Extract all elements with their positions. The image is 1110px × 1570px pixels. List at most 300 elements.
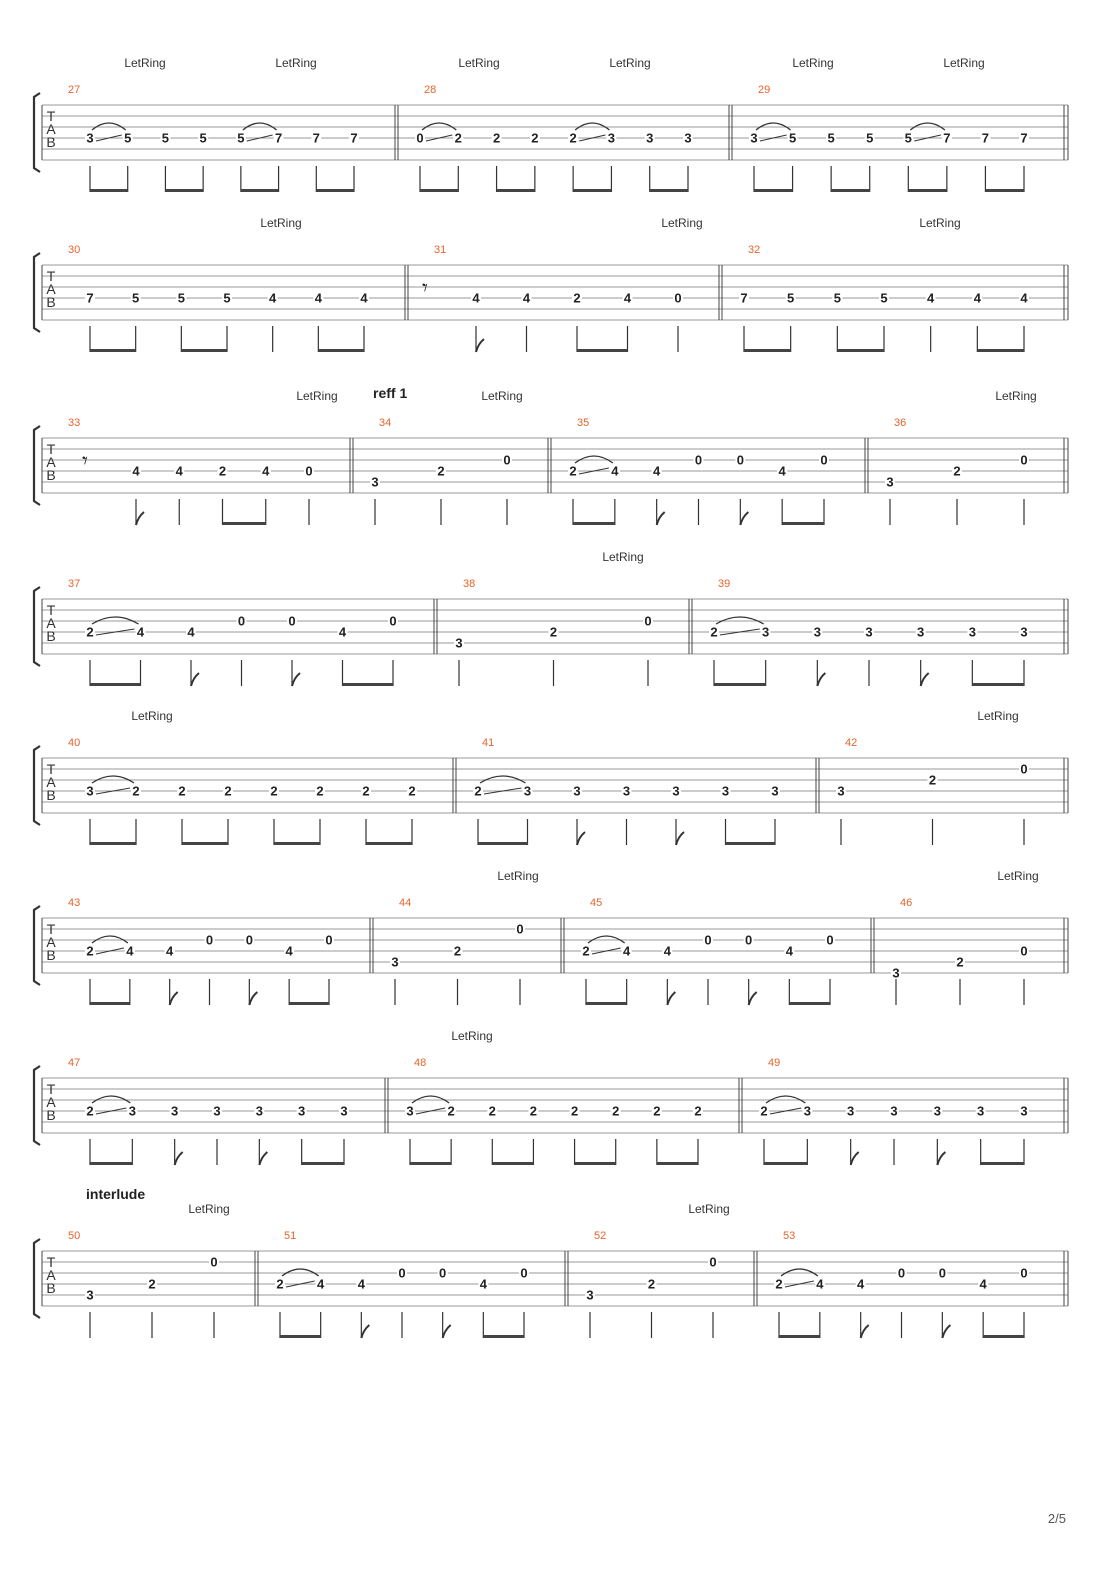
measure-number: 42	[845, 737, 858, 749]
tab-clef-letter: A	[46, 281, 56, 297]
fret-number: 4	[857, 1276, 865, 1292]
tab-clef-letter: B	[46, 134, 56, 150]
fret-number: 4	[479, 1276, 487, 1292]
fret-number: 4	[611, 463, 619, 479]
fret-number: 2	[570, 1103, 579, 1119]
fret-number: 2	[529, 1103, 538, 1119]
section-label: reff 1	[373, 385, 408, 401]
system-bracket	[34, 906, 40, 985]
fret-number: 4	[175, 463, 183, 479]
fret-number: 3	[813, 624, 821, 640]
eighth-flag	[667, 992, 675, 1005]
eighth-beam	[492, 1162, 533, 1165]
eighth-beam	[837, 349, 884, 352]
let-ring-label: LetRing	[609, 56, 651, 70]
let-ring-label: LetRing	[131, 709, 173, 723]
eighth-beam	[165, 189, 203, 192]
eighth-flag	[942, 1325, 950, 1338]
let-ring-label: LetRing	[602, 550, 644, 564]
eighth-beam	[985, 189, 1024, 192]
let-ring-label: LetRing	[451, 1029, 493, 1043]
fret-number: 7	[86, 290, 94, 306]
fret-number: 3	[455, 635, 463, 651]
fret-number: 0	[709, 1254, 717, 1270]
measure-number: 30	[68, 244, 81, 256]
fret-number: 4	[522, 290, 531, 306]
let-ring-label: LetRing	[481, 389, 523, 403]
fret-number: 4	[317, 1276, 325, 1292]
fret-number: 3	[298, 1103, 306, 1119]
tab-clef-letter: T	[46, 1081, 56, 1097]
eighth-beam	[90, 189, 128, 192]
eighth-flag	[937, 1152, 945, 1165]
measure-number: 32	[748, 244, 761, 256]
eighth-beam	[366, 842, 412, 845]
let-ring-label: LetRing	[688, 1202, 730, 1216]
fret-number: 2	[694, 1103, 702, 1119]
let-ring-label: LetRing	[497, 869, 539, 883]
let-ring-label: LetRing	[995, 389, 1037, 403]
fret-number: 3	[391, 954, 399, 970]
fret-number: 2	[148, 1276, 156, 1292]
measure-number: 52	[594, 1230, 607, 1242]
fret-number: 4	[816, 1276, 824, 1292]
fret-number: 2	[612, 1103, 620, 1119]
eighth-beam	[831, 189, 870, 192]
fret-number: 3	[886, 474, 894, 490]
fret-number: 4	[785, 943, 793, 959]
eighth-flag	[136, 512, 144, 525]
eighth-flag	[191, 673, 199, 686]
fret-number: 2	[276, 1276, 284, 1292]
fret-number: 7	[350, 130, 358, 146]
eighth-beam	[302, 1162, 344, 1165]
measure-number: 49	[768, 1057, 781, 1069]
eighth-beam	[483, 1335, 524, 1338]
fret-number: 0	[389, 613, 397, 629]
fret-number: 2	[408, 783, 416, 799]
let-ring-label: LetRing	[296, 389, 338, 403]
fret-number: 4	[979, 1276, 987, 1292]
measure-number: 29	[758, 84, 771, 96]
fret-number: 7	[981, 130, 990, 146]
eighth-beam	[316, 189, 354, 192]
fret-number: 2	[218, 463, 227, 479]
fret-number: 2	[362, 783, 370, 799]
fret-number: 4	[360, 290, 368, 306]
measure-number: 51	[284, 1230, 297, 1242]
fret-number: 3	[340, 1103, 348, 1119]
fret-number: 0	[1020, 1265, 1028, 1281]
eighth-beam	[577, 349, 628, 352]
eighth-flag	[861, 1325, 869, 1338]
tab-clef-letter: B	[46, 628, 56, 644]
measure-number: 40	[68, 737, 81, 749]
fret-number: 3	[86, 783, 94, 799]
fret-number: 4	[187, 624, 195, 640]
measure-number: 33	[68, 417, 81, 429]
fret-number: 4	[262, 463, 270, 479]
system-bracket	[34, 1066, 40, 1145]
eighth-flag	[361, 1325, 369, 1338]
eighth-beam	[573, 189, 611, 192]
fret-number: 2	[224, 783, 232, 799]
let-ring-label: LetRing	[977, 709, 1019, 723]
fret-number: 0	[439, 1265, 447, 1281]
eighth-beam	[241, 189, 279, 192]
measure-number: 44	[399, 897, 412, 909]
section-label: interlude	[86, 1186, 146, 1202]
let-ring-label: LetRing	[275, 56, 317, 70]
let-ring-label: LetRing	[792, 56, 834, 70]
fret-number: 3	[803, 1103, 811, 1119]
fret-number: 0	[745, 932, 753, 948]
eighth-beam	[714, 683, 766, 686]
fret-number: 0	[704, 932, 712, 948]
fret-number: 0	[245, 932, 253, 948]
measure-number: 45	[590, 897, 603, 909]
measure-number: 37	[68, 578, 81, 590]
fret-number: 2	[492, 130, 501, 146]
let-ring-label: LetRing	[919, 216, 961, 230]
fret-number: 3	[684, 130, 692, 146]
measure-number: 39	[718, 578, 731, 590]
measure-number: 31	[434, 244, 447, 256]
eighth-beam	[764, 1162, 807, 1165]
fret-number: 3	[968, 624, 976, 640]
eighth-beam	[908, 189, 947, 192]
let-ring-label: LetRing	[188, 1202, 230, 1216]
fret-number: 5	[199, 130, 207, 146]
system-bracket	[34, 253, 40, 332]
fret-number: 5	[833, 290, 841, 306]
fret-number: 0	[205, 932, 214, 948]
tab-clef-letter: T	[46, 108, 56, 124]
fret-number: 3	[586, 1287, 594, 1303]
eighth-flag	[249, 992, 257, 1005]
tab-clef-letter: A	[46, 774, 56, 790]
fret-number: 0	[938, 1265, 946, 1281]
eighth-beam	[274, 842, 320, 845]
fret-number: 0	[826, 932, 834, 948]
fret-number: 5	[124, 130, 132, 146]
measure-number: 34	[379, 417, 392, 429]
fret-number: 0	[736, 452, 744, 468]
fret-number: 0	[288, 613, 296, 629]
measure-number: 48	[414, 1057, 427, 1069]
eighth-flag	[657, 512, 665, 525]
fret-number: 3	[171, 1103, 179, 1119]
tab-clef-letter: T	[46, 1254, 56, 1270]
fret-number: 3	[837, 783, 845, 799]
fret-number: 0	[1020, 943, 1028, 959]
tab-clef-letter: A	[46, 454, 56, 470]
fret-number: 4	[314, 290, 322, 306]
eighth-beam	[90, 683, 141, 686]
measure-number: 43	[68, 897, 81, 909]
fret-number: 0	[516, 921, 524, 937]
fret-number: 2	[953, 463, 961, 479]
fret-number: 2	[582, 943, 590, 959]
eighth-beam	[782, 522, 824, 525]
measure-number: 50	[68, 1230, 81, 1242]
system-bracket	[34, 746, 40, 825]
tab-clef-letter: B	[46, 467, 56, 483]
fret-number: 4	[132, 463, 140, 479]
eighth-flag	[851, 1152, 859, 1165]
eighth-flag	[175, 1152, 183, 1165]
fret-number: 2	[956, 954, 964, 970]
let-ring-label: LetRing	[458, 56, 500, 70]
measure-number: 47	[68, 1057, 81, 1069]
measure-number: 53	[783, 1230, 796, 1242]
eighth-beam	[744, 349, 791, 352]
tab-clef-letter: T	[46, 921, 56, 937]
fret-number: 5	[787, 290, 795, 306]
fret-number: 3	[86, 1287, 94, 1303]
tab-clef-letter: B	[46, 787, 56, 803]
eighth-beam	[318, 349, 364, 352]
eighth-beam	[575, 1162, 616, 1165]
system-bracket	[34, 1239, 40, 1318]
fret-number: 3	[977, 1103, 985, 1119]
fret-number: 4	[136, 624, 145, 640]
measure-number: 27	[68, 84, 81, 96]
eighth-beam	[789, 1002, 830, 1005]
eighth-rest: 𝄾	[82, 449, 88, 474]
fret-number: 5	[132, 290, 140, 306]
fret-number: 3	[762, 624, 770, 640]
tab-clef-letter: B	[46, 947, 56, 963]
tab-clef-letter: A	[46, 1267, 56, 1283]
eighth-flag	[749, 992, 757, 1005]
fret-number: 3	[86, 130, 94, 146]
eighth-flag	[259, 1152, 267, 1165]
fret-number: 3	[750, 130, 758, 146]
fret-number: 5	[223, 290, 231, 306]
fret-number: 7	[943, 130, 951, 146]
let-ring-label: LetRing	[661, 216, 703, 230]
fret-number: 3	[371, 474, 379, 490]
fret-number: 0	[398, 1265, 406, 1281]
fret-number: 0	[644, 613, 652, 629]
eighth-beam	[972, 683, 1024, 686]
fret-number: 0	[520, 1265, 528, 1281]
fret-number: 5	[880, 290, 888, 306]
eighth-beam	[90, 1162, 132, 1165]
let-ring-label: LetRing	[943, 56, 985, 70]
eighth-beam	[90, 1002, 130, 1005]
fret-number: 7	[312, 130, 320, 146]
fret-number: 3	[646, 130, 654, 146]
fret-number: 2	[569, 130, 577, 146]
fret-number: 2	[488, 1103, 496, 1119]
fret-number: 2	[86, 624, 94, 640]
eighth-beam	[650, 189, 688, 192]
fret-number: 5	[237, 130, 245, 146]
fret-number: 5	[161, 130, 170, 146]
eighth-beam	[779, 1335, 820, 1338]
eighth-beam	[754, 189, 793, 192]
fret-number: 0	[1020, 761, 1028, 777]
fret-number: 0	[694, 452, 703, 468]
fret-number: 7	[740, 290, 748, 306]
eighth-beam	[343, 683, 394, 686]
fret-number: 2	[132, 783, 140, 799]
fret-number: 0	[1020, 452, 1028, 468]
eighth-beam	[977, 349, 1024, 352]
fret-number: 2	[178, 783, 186, 799]
eighth-flag	[292, 673, 300, 686]
fret-number: 4	[357, 1276, 365, 1292]
fret-number: 3	[622, 783, 631, 799]
fret-number: 4	[166, 943, 174, 959]
fret-number: 2	[474, 783, 482, 799]
eighth-flag	[476, 339, 484, 352]
tab-clef-letter: A	[46, 934, 56, 950]
fret-number: 4	[778, 463, 786, 479]
fret-number: 4	[1020, 290, 1028, 306]
measure-number: 28	[424, 84, 437, 96]
fret-number: 7	[1020, 130, 1028, 146]
fret-number: 3	[933, 1103, 941, 1119]
fret-number: 0	[674, 290, 682, 306]
eighth-flag	[817, 673, 825, 686]
fret-number: 3	[847, 1103, 855, 1119]
let-ring-label: LetRing	[124, 56, 166, 70]
fret-number: 0	[237, 613, 246, 629]
fret-number: 3	[890, 1103, 898, 1119]
tab-clef-letter: A	[46, 1094, 56, 1110]
fret-number: 0	[325, 932, 333, 948]
fret-number: 0	[503, 452, 511, 468]
tab-clef-letter: A	[46, 121, 56, 137]
fret-number: 7	[274, 130, 283, 146]
eighth-beam	[223, 522, 266, 525]
fret-number: 0	[416, 130, 424, 146]
fret-number: 2	[775, 1276, 783, 1292]
eighth-rest: 𝄾	[422, 276, 428, 301]
fret-number: 3	[213, 1103, 221, 1119]
tab-clef-letter: T	[46, 441, 56, 457]
fret-number: 3	[406, 1103, 414, 1119]
fret-number: 3	[573, 783, 581, 799]
eighth-beam	[410, 1162, 451, 1165]
eighth-beam	[478, 842, 528, 845]
fret-number: 4	[269, 290, 277, 306]
fret-number: 3	[1020, 624, 1028, 640]
fret-number: 5	[177, 290, 185, 306]
fret-number: 2	[569, 463, 577, 479]
fret-number: 3	[1020, 1103, 1028, 1119]
fret-number: 4	[927, 290, 935, 306]
page-number: 2/5	[1047, 1511, 1066, 1526]
tab-clef-letter: T	[46, 602, 56, 618]
eighth-beam	[983, 1335, 1024, 1338]
fret-number: 3	[892, 965, 900, 981]
fret-number: 2	[549, 624, 558, 640]
let-ring-label: LetRing	[260, 216, 302, 230]
fret-number: 4	[338, 624, 347, 640]
fret-number: 4	[663, 943, 671, 959]
eighth-flag	[740, 512, 748, 525]
fret-number: 5	[866, 130, 874, 146]
fret-number: 0	[305, 463, 313, 479]
fret-number: 2	[447, 1103, 455, 1119]
fret-number: 3	[917, 624, 925, 640]
fret-number: 3	[607, 130, 616, 146]
let-ring-label: LetRing	[997, 869, 1039, 883]
fret-number: 2	[573, 290, 581, 306]
fret-number: 2	[710, 624, 718, 640]
fret-number: 3	[128, 1103, 136, 1119]
eighth-beam	[586, 1002, 627, 1005]
eighth-flag	[443, 1325, 451, 1338]
eighth-beam	[280, 1335, 321, 1338]
fret-number: 4	[653, 463, 661, 479]
fret-number: 2	[86, 943, 94, 959]
fret-number: 0	[210, 1254, 218, 1270]
fret-number: 4	[623, 943, 631, 959]
tab-clef-letter: T	[46, 268, 56, 284]
fret-number: 5	[904, 130, 912, 146]
measure-number: 35	[577, 417, 590, 429]
eighth-beam	[90, 349, 136, 352]
fret-number: 2	[760, 1103, 768, 1119]
tab-clef-letter: B	[46, 294, 56, 310]
eighth-flag	[577, 832, 585, 845]
fret-number: 3	[255, 1103, 263, 1119]
fret-number: 2	[270, 783, 278, 799]
eighth-flag	[170, 992, 178, 1005]
fret-number: 4	[623, 290, 632, 306]
eighth-beam	[182, 842, 228, 845]
tab-clef-letter: A	[46, 615, 56, 631]
system-bracket	[34, 587, 40, 666]
eighth-beam	[657, 1162, 698, 1165]
eighth-flag	[921, 673, 929, 686]
measure-number: 41	[482, 737, 495, 749]
fret-number: 3	[721, 783, 730, 799]
fret-number: 2	[316, 783, 324, 799]
fret-number: 2	[86, 1103, 94, 1119]
eighth-beam	[289, 1002, 329, 1005]
fret-number: 5	[827, 130, 835, 146]
fret-number: 3	[771, 783, 779, 799]
eighth-beam	[420, 189, 458, 192]
fret-number: 4	[285, 943, 293, 959]
fret-number: 2	[531, 130, 539, 146]
fret-number: 3	[672, 783, 680, 799]
tab-clef-letter: B	[46, 1107, 56, 1123]
fret-number: 2	[928, 772, 937, 788]
fret-number: 3	[523, 783, 532, 799]
measure-number: 46	[900, 897, 913, 909]
fret-number: 2	[647, 1276, 656, 1292]
tab-clef-letter: B	[46, 1280, 56, 1296]
eighth-beam	[573, 522, 615, 525]
eighth-beam	[981, 1162, 1024, 1165]
fret-number: 0	[820, 452, 828, 468]
measure-number: 38	[463, 578, 476, 590]
eighth-beam	[726, 842, 776, 845]
fret-number: 2	[653, 1103, 661, 1119]
system-bracket	[34, 93, 40, 172]
fret-number: 4	[973, 290, 981, 306]
fret-number: 2	[453, 943, 462, 959]
fret-number: 2	[437, 463, 445, 479]
system-bracket	[34, 426, 40, 505]
